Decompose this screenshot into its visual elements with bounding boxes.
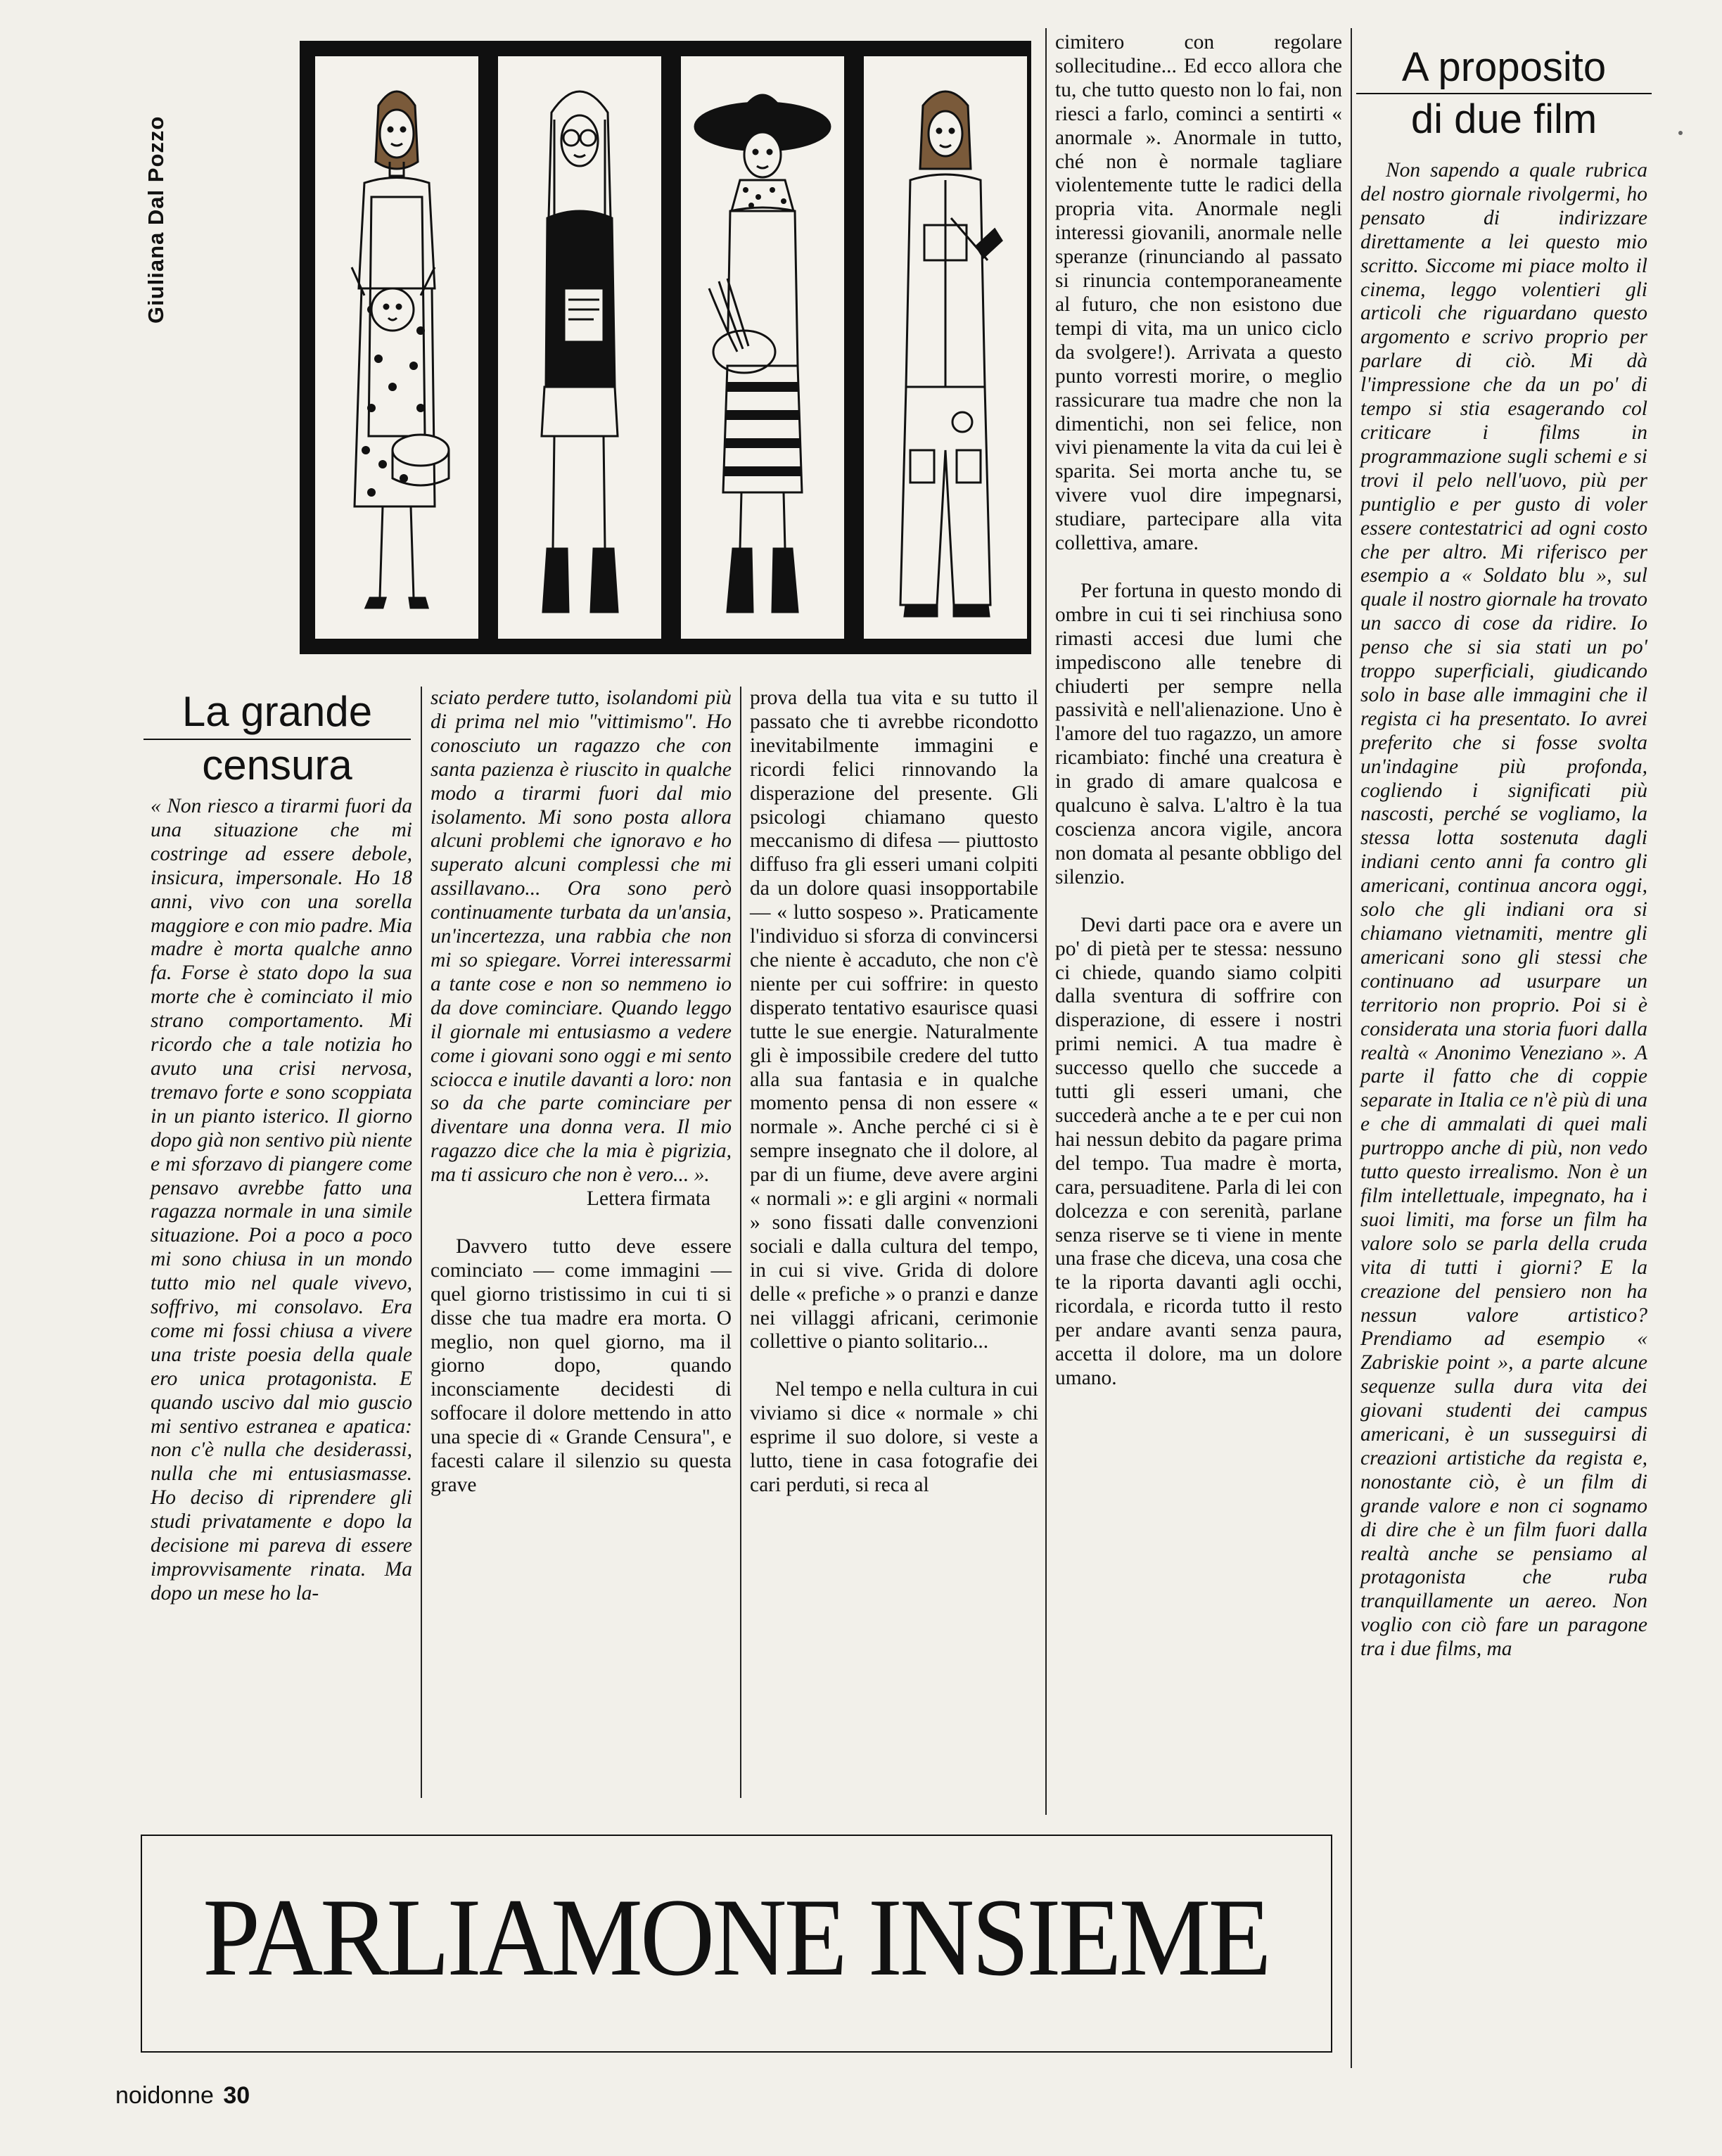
column-rule [1351, 28, 1352, 2068]
reply-text: Nel tempo e nella cultura in cui viviamo si dice « normale » chi esprime il suo dolore, si veste a lutto, tiene in casa fotografie dei cari perduti, si reca al [750, 1378, 1038, 1496]
reply-text: Davvero tutto deve essere cominciato — come immagini — quel giorno tristissimo in cui ti si disse che tua madre era morta. O meglio, non quel giorno, ma il giorno dopo, quando inconsciamente decidesti di soffocare il dolore mettendo in atto una specie di « Grande Censura", e facesti calare il silenzio su questa grave [431, 1235, 732, 1496]
illustration-panel-hat-woman [681, 56, 844, 639]
reply-text: Per fortuna in questo mondo di ombre in cui ti sei rinchiusa sono rimasti accesi due lumi che impediscono alle tenebre di chiuderti per sempre nella passività e nell'alienazione. Uno è l'amore del tuo ragazzo, un amore ricambiato: finché una creatura è in grado di amare qualcosa e qualcuno è salva. L'altro è la tua coscienza ancora vigile, ancora non domata al pesante obbligo del silenzio. [1055, 579, 1342, 888]
film-letter-text: Non sapendo a quale rubrica del nostro giornale rivolgermi, ho pensato di indirizzare direttamente a lei questo mio scritto. Siccome mi piace molto il cinema, leggo volentieri gli articoli che riguardano questo argomento e scrivo proprio per parlare di ciò. Mi dà l'impressione che da un po' di tempo si stia esagerando col criticare i films in programmazione sugli schemi e si trovi il pelo nell'uovo, più per puntiglio e per gusto di voler essere contestatrici ad ogni costo che per altro. Mi riferisco per esempio a « Soldato blu », sul quale il nostro giornale ha trovato un sacco di cose da ridire. Io penso che si sia stati un po' troppo superficiali, giudicando solo in base alle immagini che il regista ci ha presentato. Io avrei preferito che si fosse svolta un'indagine più profonda, cogliendo i significati più nascosti, perché se vogliamo, la stessa lotta sostenuta dagli indiani cento anni fa contro gli americani, continua ancora oggi, solo che gli indiani ora si chiamano vietnamiti, mentre gli americani sono gli stessi che continuano ad usurpare un territorio non proprio. Poi si è considerata una storia fuori dalla realtà « Anonimo Veneziano ». A parte il fatto che di coppie separate in Italia ce n'è più di una e che di ammalati di quei mali purtroppo anche di più, non vedo tutto questo irrealismo. Non è un film intellettuale, impegnato, ha i suoi limiti, ma forse un film ha valore solo se parla della cruda vita di tutti i giorni? E la creazione del pensiero non ha nessun valore artistico? Prendiamo ad esempio « Zabriskie point », a parte alcune sequenze sulla dura vita dei giovani studenti dei campus americani, è un susseguirsi di creazioni artistiche da regista e, nonostante ciò, è un film di grande valore e non ci sognamo di dire che è un film fuori dalla realtà anche se pensiamo al protagonista che ruba tranquillamente un aereo. Non voglio con ciò fare un paragone tra i due films, ma [1360, 159, 1647, 1661]
magazine-name: noidonne [115, 2082, 214, 2109]
heading-line-1: La grande [144, 688, 411, 740]
margin-mark [1678, 131, 1683, 135]
column-rule [1045, 28, 1047, 1815]
letter-column-1 [151, 795, 412, 1606]
illustration-panel-mother [315, 56, 478, 639]
byline-text: Giuliana Dal Pozzo [144, 115, 168, 324]
article-heading-la-grande-censura [144, 688, 411, 789]
hat-woman-figure-drawing [681, 56, 844, 639]
reply-text: prova della tua vita e su tutto il passato che ti avrebbe ricondotto inevitabilmente immagini e ricordi felici rinnovando la disperazione del presente. Gli psicologi chiamano questo meccanismo di difesa — piuttosto diffuso fra gli esseri umani colpiti da un dolore quasi insopportabile — « lutto sospeso ». Praticamente l'individuo si sforza di convincersi che niente è accaduto, che non c'è niente per cui soffrire: in questo disperato tentativo esaurisce quasi tutte le sue energie. Naturalmente gli è impossibile credere del tutto alla sua fantasia e in qualche momento pensa di non essere « normale ». Anche perché ci si è sempre insegnato che il dolore, al par di un fiume, deve avere argini « normali »: e gli argini « normali » sono fissati dalle convenzioni sociali e dalla cultura del tempo, in cui si vive. Grida di dolore delle « prefiche » o pranzi e danze nei villaggi africani, cerimonie collettive o pianto solitario... [750, 687, 1038, 1353]
section-banner-title: PARLIAMONE INSIEME [203, 1876, 1269, 1999]
page-footer [115, 2082, 250, 2110]
letter-signature: Lettera firmata [586, 1187, 710, 1211]
reply-text: Devi darti pace ora e avere un po' di pietà per te stessa: nessuno ci chiede, quando siamo colpiti dalla sventura di soffrire con disperazione, di essere i nostri primi nemici. A tua madre è successo quello che succede a tutti gli esseri umani, che succederà anche a te e per cui non hai nessun debito da pagare prima del tempo. Tua madre è morta, cara, persuaditene. Parla di lei con dolcezza e con serenità, parlane senza riserve se ti viene in mente una frase che diceva, una cosa che te la riporta davanti agli occhi, ricordala, e ricorda tutto il resto per andare avanti senza paura, accetta il dolore, ma un dolore umano. [1055, 913, 1342, 1389]
column-rule [740, 687, 741, 1798]
letter-column-2 [431, 687, 732, 1498]
student-figure-drawing [498, 56, 661, 639]
film-letter-column [1360, 159, 1647, 1661]
illustration-panel-student [498, 56, 661, 639]
column-rule [421, 687, 422, 1798]
letter-text-continued: sciato perdere tutto, isolandomi più di prima nel mio "vittimismo". Ho conosciuto un ragazzo che con santa pazienza è riuscito in qualche modo a tirarmi fuori dal mio isolamento. Mi sono posta allora alcuni problemi che ignoravo e ho superato alcuni complessi che mi assillavano... Ora sono però continuamente turbata da un'ansia, un'incertezza, una rabbia che non mi so spiegare. Vorrei interessarmi a tante cose e non so nemmeno io da dove cominciare. Quando leggo il giornale mi entusiasmo a vedere come i giovani sono oggi e mi sento sciocca e inutile davanti a loro: non so da che parte cominciare per diventare una donna vera. Il mio ragazzo dice che la mia è pigrizia, ma ti assicuro che non è vero... ». [431, 687, 732, 1187]
byline [141, 42, 169, 324]
illustration-panel-worker [864, 56, 1027, 639]
heading-line-2: censura [202, 741, 352, 789]
heading-line-2: di due film [1410, 96, 1597, 142]
reply-column-4 [1055, 31, 1342, 1391]
letter-text: « Non riesco a tirarmi fuori da una situazione che mi costringe ad essere debole, insicura, impersonale. Ho 18 anni, vivo con una sorella maggiore e con mio padre. Mia madre è morta qualche anno fa. Forse è stato dopo la sua morte che è cominciato il mio strano comportamento. Mi ricordo che a tale notizia ho avuto una crisi nervosa, tremavo forte e sono scoppiata in un pianto isterico. Il giorno dopo già non sentivo più niente e mi sforzavo di piangere come pensavo avrebbe fatto una ragazza normale in una simile situazione. Poi a poco a poco mi sono chiusa in un mondo tutto mio nel quale vivevo, soffrivo, mi consolavo. Era come mi fossi chiusa a vivere una triste poesia della quale ero unica protagonista. E quando uscivo dal mio guscio mi sentivo estranea e apatica: non c'è nulla che desiderassi, nulla che mi entusiasmasse. Ho deciso di riprendere gli studi privatamente e dopo la decisione mi pareva di essere improvvisamente rinata. Ma dopo un mese ho la- [151, 795, 412, 1605]
reply-text: cimitero con regolare sollecitudine... Ed ecco allora che tu, che tutto questo non lo fai, non riesci a farlo, cominci a sentirti « anormale ». Anormale in tutto, ché non è normale tagliare violentemente tutte le radici della propria vita. Anormale negli interessi giovanili, anormale nelle speranze (rinunciando al passato si rinuncia contemporaneamente al futuro, che non esistono due tempi di vita, ma un unico ciclo da svolgere!). Arrivata a questo punto vorresti morire, o meglio rassicurare tua madre che non la dimentichi, non sei felice, non vivi pienamente la vita da cui lei è sparita. Sei morta anche tu, se vivere vuol dire impegnarsi, studiare, partecipare alla vita collettiva, amare. [1055, 31, 1342, 555]
illustration-four-women [300, 41, 1031, 654]
article-heading-a-proposito [1356, 42, 1652, 145]
heading-line-1: A proposito [1356, 42, 1652, 94]
mother-figure-drawing [315, 56, 478, 639]
worker-figure-drawing [864, 56, 1027, 639]
page-number: 30 [223, 2082, 250, 2109]
reply-column-3 [750, 687, 1038, 1498]
